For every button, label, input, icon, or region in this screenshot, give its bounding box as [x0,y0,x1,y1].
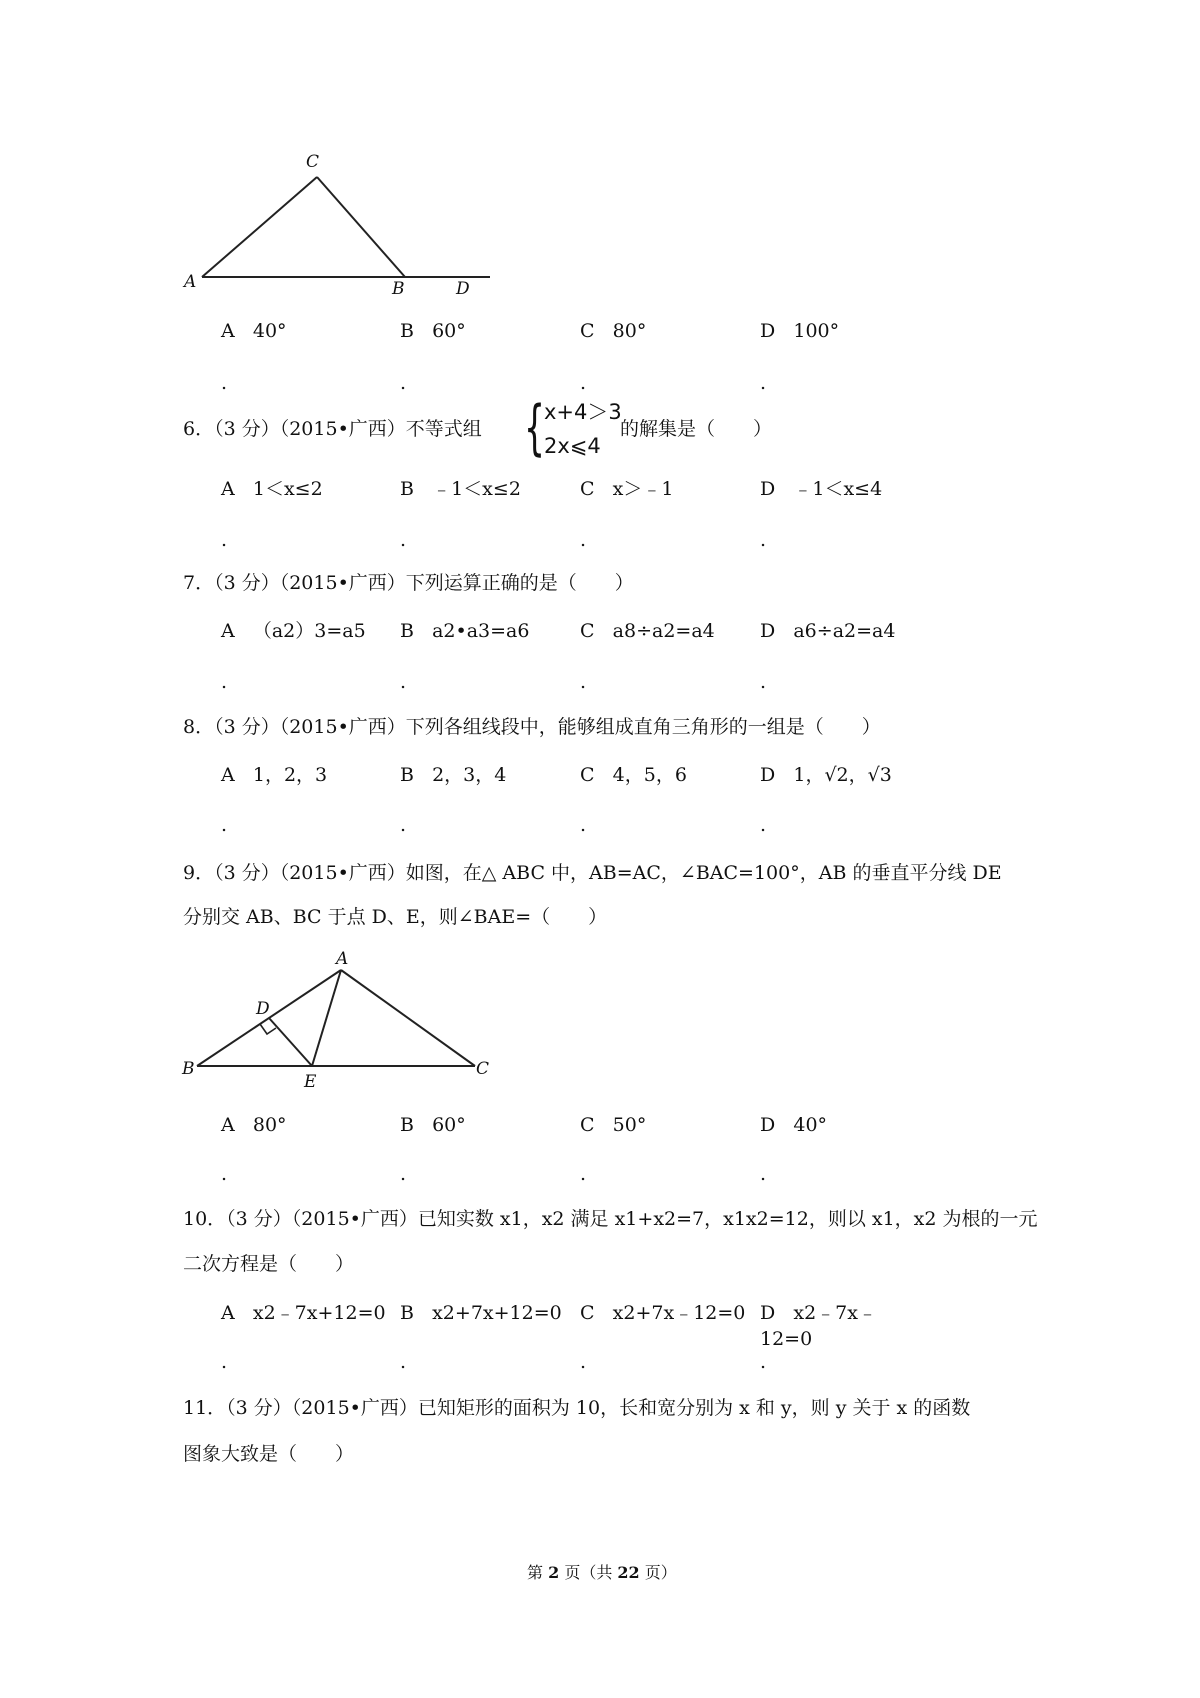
option-dot: . [400,1163,407,1185]
figure-triangle-abc-exterior-angle [180,150,500,299]
q9-option-b[interactable] [400,1112,466,1138]
option-text: 80° [252,1114,287,1136]
q6-option-c[interactable] [580,476,673,502]
q7-option-a[interactable] [221,618,366,644]
label-a: A [336,949,349,969]
option-text: a2•a3=a6 [432,620,530,642]
footer-prefix: 第 [527,1563,549,1582]
option-text: 1＜x≤2 [252,478,323,500]
q10-option-b[interactable] [400,1300,562,1326]
option-text: 100° [793,320,840,342]
footer-total-pages: 22 [617,1563,640,1582]
q6-stem-suffix: 的解集是（ ） [620,418,773,440]
option-dot: . [221,1163,228,1185]
q6-option-b[interactable] [400,476,521,502]
option-dot: . [400,1351,407,1373]
option-letter: D [760,620,776,642]
q10-option-a[interactable] [221,1300,386,1326]
q7-stem: 7．（3 分）（2015•广西）下列运算正确的是（ ） [183,572,634,594]
option-dot: . [400,671,407,693]
option-letter: B [400,320,414,342]
option-text: x2+7x﹣12=0 [612,1302,746,1324]
q8-option-a[interactable] [221,762,327,788]
option-letter: C [580,1302,595,1324]
footer-page-number: 2 [548,1563,560,1582]
option-dot: . [580,529,587,551]
option-letter: A [221,320,235,342]
figure-triangle-abc-perpendicular-bisector [180,950,500,1090]
q8-option-b[interactable] [400,762,506,788]
option-text: 40° [252,320,287,342]
segment-cb [317,177,405,277]
q5-option-d[interactable] [760,318,839,344]
label-a: A [184,272,197,292]
label-e: E [304,1072,317,1092]
option-dot: . [760,1163,767,1185]
option-letter: C [580,478,595,500]
option-text: x2+7x+12=0 [432,1302,562,1324]
q9-option-d[interactable] [760,1112,827,1138]
option-text: x2﹣7x﹣12=0 [760,1302,877,1350]
q7-option-c[interactable] [580,618,715,644]
option-letter: D [760,764,776,786]
option-text: 4，5，6 [612,764,687,786]
option-letter: C [580,764,595,786]
q8-option-c[interactable] [580,762,687,788]
option-letter: C [580,320,595,342]
q8-option-d[interactable] [760,762,892,788]
option-letter: A [221,478,235,500]
q5-option-a[interactable] [221,318,287,344]
option-dot: . [760,1351,767,1373]
label-b: B [182,1059,195,1079]
q10-stem-line1: 10．（3 分）（2015•广西）已知实数 x1，x2 满足 x1+x2=7，x1x2=12，则以 x1，x2 为根的一元 [183,1208,1038,1230]
q6-inequality-1: x+4＞3 [544,400,622,424]
q9-stem-line1: 9．（3 分）（2015•广西）如图，在△ ABC 中，AB=AC，∠BAC=100°，AB 的垂直平分线 DE [183,862,1002,884]
option-text: x＞﹣1 [612,478,674,500]
option-letter: A [221,1302,235,1324]
label-b: B [392,279,405,299]
option-dot: . [400,814,407,836]
option-text: （a2）3=a5 [252,620,366,642]
option-text: a6÷a2=a4 [793,620,896,642]
option-dot: . [580,1351,587,1373]
option-text: a8÷a2=a4 [612,620,715,642]
q11-stem-line2: 图象大致是（ ） [183,1443,355,1465]
option-dot: . [760,529,767,551]
option-letter: B [400,764,414,786]
q7-option-d[interactable] [760,618,895,644]
option-letter: B [400,1114,414,1136]
q11-stem-line1: 11．（3 分）（2015•广西）已知矩形的面积为 10，长和宽分别为 x 和 y，则 y 关于 x 的函数 [183,1397,971,1419]
option-text: 60° [432,1114,466,1136]
q5-option-b[interactable] [400,318,466,344]
label-d: D [256,999,270,1019]
option-text: 50° [612,1114,647,1136]
segment-ac [202,177,317,277]
option-letter: B [400,620,414,642]
option-dot: . [400,529,407,551]
label-c: C [476,1059,490,1079]
option-dot: . [760,671,767,693]
label-c: C [306,152,320,172]
q10-stem-line2: 二次方程是（ ） [183,1253,355,1275]
q5-option-c[interactable] [580,318,646,344]
option-text: ﹣1＜x≤2 [432,478,521,500]
q8-stem: 8．（3 分）（2015•广西）下列各组线段中，能够组成直角三角形的一组是（ ） [183,716,881,738]
option-letter: D [760,1114,776,1136]
option-dot: . [221,671,228,693]
q10-option-d[interactable] [760,1300,910,1352]
option-dot: . [221,814,228,836]
system-brace: { [524,393,546,463]
option-dot: . [221,372,228,394]
q6-option-a[interactable] [221,476,323,502]
option-text: 2，3，4 [432,764,507,786]
q6-option-d[interactable] [760,476,882,502]
segment-ac [341,970,475,1066]
page-footer [527,1563,677,1583]
option-letter: D [760,478,776,500]
q9-stem-line2: 分别交 AB、BC 于点 D、E，则∠BAE=（ ） [183,906,608,928]
option-dot: . [760,372,767,394]
option-dot: . [221,529,228,551]
option-letter: C [580,620,595,642]
q9-option-a[interactable] [221,1112,287,1138]
option-letter: D [760,1302,776,1324]
option-dot: . [400,372,407,394]
right-angle-mark [260,1024,276,1034]
option-text: 40° [793,1114,828,1136]
option-text: 1，2，3 [252,764,328,786]
q6-inequality-2: 2x⩽4 [544,434,601,458]
option-text: 60° [432,320,466,342]
option-text: ﹣1＜x≤4 [793,478,883,500]
option-dot: . [760,814,767,836]
option-letter: A [221,1114,235,1136]
option-letter: B [400,1302,414,1324]
q9-option-c[interactable] [580,1112,646,1138]
option-dot: . [580,671,587,693]
option-text: 80° [612,320,647,342]
option-dot: . [580,1163,587,1185]
option-letter: C [580,1114,595,1136]
option-text: x2﹣7x+12=0 [252,1302,386,1324]
option-letter: B [400,478,414,500]
q7-option-b[interactable] [400,618,529,644]
q6-stem-prefix: 6．（3 分）（2015•广西）不等式组 [183,418,482,440]
segment-ae [312,970,341,1066]
label-d: D [456,279,470,299]
option-letter: A [221,764,235,786]
segment-de [269,1018,312,1066]
option-dot: . [580,372,587,394]
option-letter: A [221,620,235,642]
q10-option-c[interactable] [580,1300,745,1326]
option-text: 1，√2，√3 [793,764,892,786]
footer-middle: 页（共 [559,1563,618,1582]
option-letter: D [760,320,776,342]
option-dot: . [580,814,587,836]
footer-suffix: 页） [639,1563,677,1582]
option-dot: . [221,1351,228,1373]
